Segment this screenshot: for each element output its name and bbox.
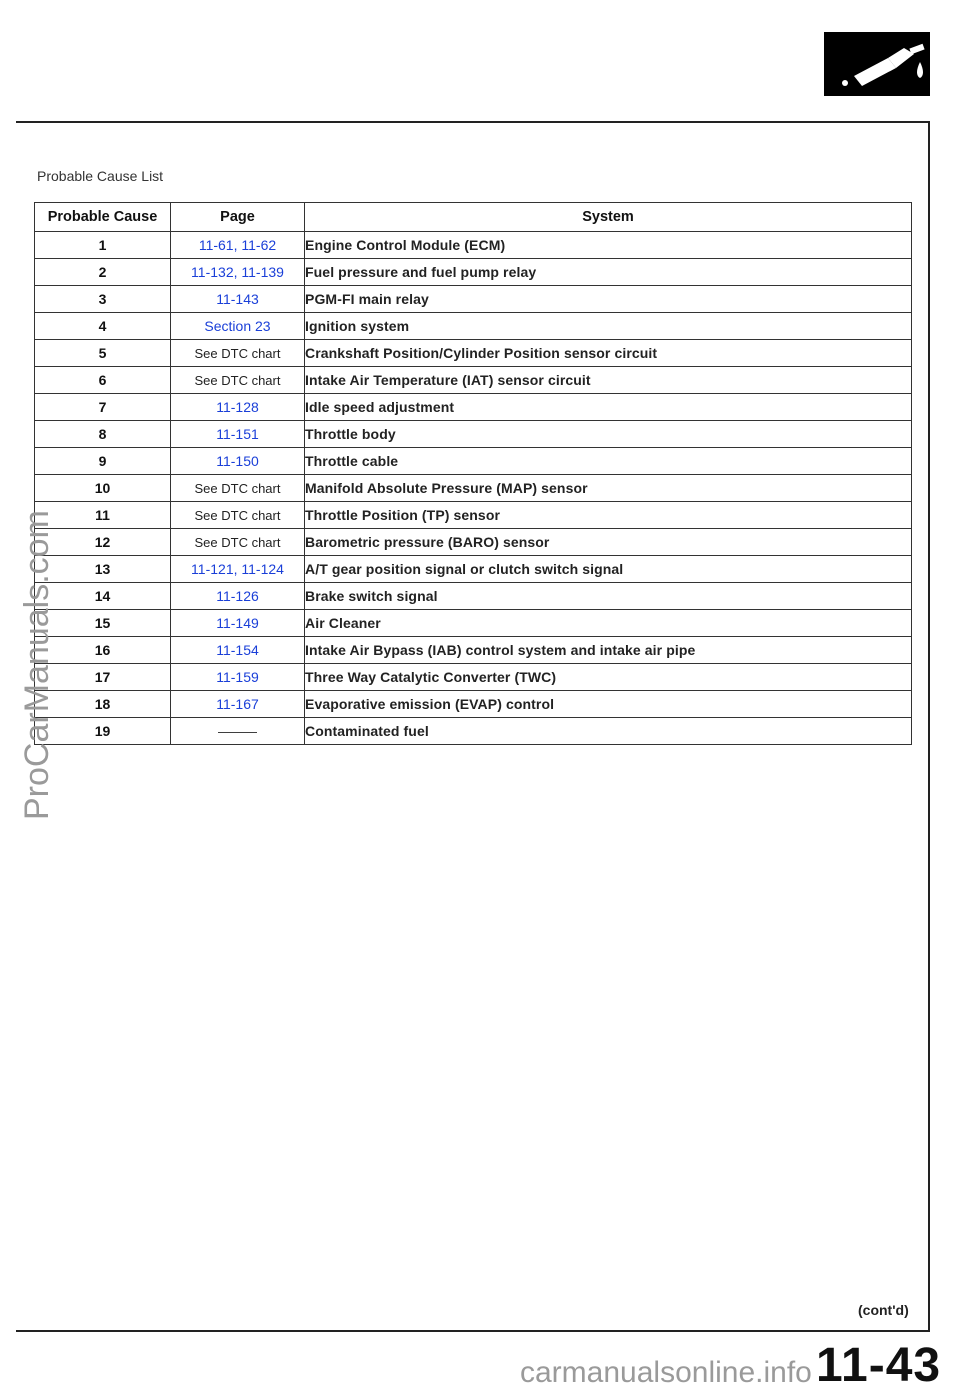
table-row (35, 691, 912, 718)
table-row (35, 718, 912, 745)
system-name: Contaminated fuel (305, 718, 912, 745)
page-reference: 11-154 (171, 637, 305, 664)
cause-number: 9 (35, 448, 171, 475)
page-reference: See DTC chart (171, 367, 305, 394)
header-probable-cause: Probable Cause (35, 203, 171, 232)
system-name: PGM-FI main relay (305, 286, 912, 313)
watermark-vertical: ProCarManuals.com (18, 510, 56, 820)
system-name: Fuel pressure and fuel pump relay (305, 259, 912, 286)
frame-bottom-rule (16, 1330, 930, 1332)
table-row (35, 529, 912, 556)
table-row (35, 502, 912, 529)
system-name: Throttle cable (305, 448, 912, 475)
page-reference: ——— (171, 718, 305, 745)
system-name: A/T gear position signal or clutch switch signal (305, 556, 912, 583)
page-reference: 11-159 (171, 664, 305, 691)
cause-number: 18 (35, 691, 171, 718)
table-row (35, 394, 912, 421)
header-page: Page (171, 203, 305, 232)
page-reference: 11-143 (171, 286, 305, 313)
system-name: Brake switch signal (305, 583, 912, 610)
page-reference: 11-151 (171, 421, 305, 448)
page-reference: 11-150 (171, 448, 305, 475)
fuel-system-badge (824, 32, 930, 96)
page-reference: 11-126 (171, 583, 305, 610)
cause-number: 14 (35, 583, 171, 610)
page-reference: See DTC chart (171, 475, 305, 502)
table-row (35, 340, 912, 367)
cause-number: 16 (35, 637, 171, 664)
fuel-nozzle-icon (824, 32, 930, 96)
cause-number: 7 (35, 394, 171, 421)
system-name: Three Way Catalytic Converter (TWC) (305, 664, 912, 691)
table-caption: Probable Cause List (37, 168, 164, 184)
cause-number: 2 (35, 259, 171, 286)
table-row (35, 637, 912, 664)
system-name: Manifold Absolute Pressure (MAP) sensor (305, 475, 912, 502)
page-reference: 11-132, 11-139 (171, 259, 305, 286)
table-row (35, 286, 912, 313)
system-name: Crankshaft Position/Cylinder Position sensor circuit (305, 340, 912, 367)
system-name: Barometric pressure (BARO) sensor (305, 529, 912, 556)
frame-top-rule (16, 121, 930, 123)
cause-number: 1 (35, 232, 171, 259)
page-reference: Section 23 (171, 313, 305, 340)
page-reference: 11-121, 11-124 (171, 556, 305, 583)
page-reference: See DTC chart (171, 502, 305, 529)
page-reference: 11-167 (171, 691, 305, 718)
table-row (35, 232, 912, 259)
page-reference: 11-149 (171, 610, 305, 637)
cause-number: 12 (35, 529, 171, 556)
table-row (35, 259, 912, 286)
table-row (35, 556, 912, 583)
page-number: 11-43 (816, 1339, 942, 1392)
system-name: Idle speed adjustment (305, 394, 912, 421)
system-name: Engine Control Module (ECM) (305, 232, 912, 259)
system-name: Evaporative emission (EVAP) control (305, 691, 912, 718)
table-row (35, 448, 912, 475)
table-row (35, 421, 912, 448)
table-row (35, 475, 912, 502)
system-name: Intake Air Temperature (IAT) sensor circuit (305, 367, 912, 394)
cause-number: 15 (35, 610, 171, 637)
system-name: Air Cleaner (305, 610, 912, 637)
page-reference: See DTC chart (171, 529, 305, 556)
system-name: Intake Air Bypass (IAB) control system and intake air pipe (305, 637, 912, 664)
cause-number: 4 (35, 313, 171, 340)
table-row (35, 583, 912, 610)
frame-right-rule (928, 121, 930, 1331)
table-row (35, 610, 912, 637)
system-name: Throttle Position (TP) sensor (305, 502, 912, 529)
cause-number: 10 (35, 475, 171, 502)
cause-number: 17 (35, 664, 171, 691)
cause-number: 6 (35, 367, 171, 394)
page-reference: 11-128 (171, 394, 305, 421)
system-name: Throttle body (305, 421, 912, 448)
continued-label: (cont'd) (858, 1302, 909, 1318)
cause-number: 5 (35, 340, 171, 367)
cause-number: 3 (35, 286, 171, 313)
page-reference: 11-61, 11-62 (171, 232, 305, 259)
table-header-row (35, 203, 912, 232)
watermark-bottom: carmanualsonline.info (520, 1356, 812, 1389)
cause-number: 19 (35, 718, 171, 745)
header-system: System (305, 203, 912, 232)
page-reference: See DTC chart (171, 340, 305, 367)
table-row (35, 313, 912, 340)
table-row (35, 367, 912, 394)
table-row (35, 664, 912, 691)
cause-number: 8 (35, 421, 171, 448)
cause-number: 11 (35, 502, 171, 529)
probable-cause-table (34, 202, 912, 745)
cause-number: 13 (35, 556, 171, 583)
system-name: Ignition system (305, 313, 912, 340)
